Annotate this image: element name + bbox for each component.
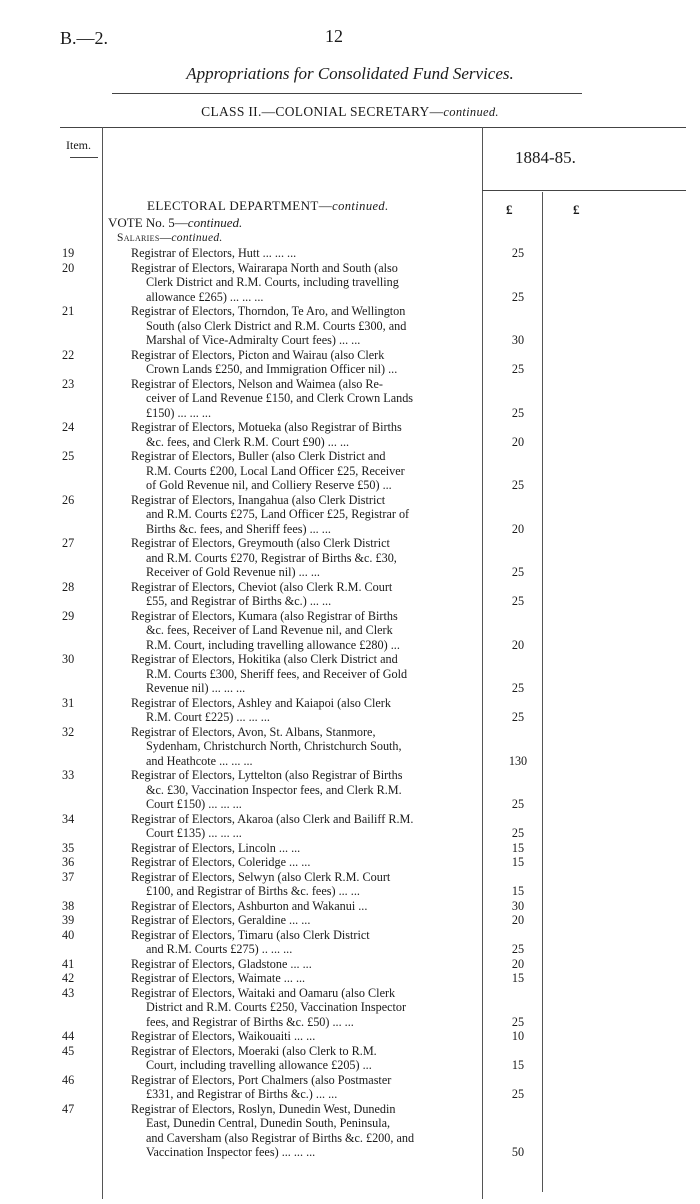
entry-row	[0, 449, 700, 493]
entry-description-line: South (also Clerk District and R.M. Courts £300, and	[146, 318, 407, 333]
entry-item-number: 24	[62, 420, 75, 434]
salaries-text: Salaries—	[117, 232, 172, 244]
vote-text: VOTE No. 5—	[108, 215, 188, 230]
entry-row	[0, 696, 700, 725]
entry-description-line: and R.M. Courts £270, Registrar of Births &c. £30,	[146, 550, 397, 565]
entry-amount: 30	[511, 898, 525, 913]
entry-amount: 25	[511, 289, 525, 304]
entry-description-line: Registrar of Electors, Thorndon, Te Aro, and Wellington	[131, 304, 406, 318]
entry-amount: 15	[511, 971, 525, 985]
section-title	[147, 198, 389, 214]
entry-description-line: Registrar of Electors, Coleridge ... ...	[131, 855, 311, 869]
entry-description-line: Registrar of Electors, Akaroa (also Clerk and Bailiff R.M.	[131, 811, 414, 826]
entry-amount: 15	[511, 855, 525, 869]
entry-description-line: Crown Lands £250, and Immigration Officer nil) ...	[146, 362, 398, 376]
entry-description-line: Registrar of Electors, Avon, St. Albans, Stanmore,	[131, 724, 376, 739]
vote-heading	[108, 215, 242, 231]
entry-description-line: Vaccination Inspector fees) ... ... ...	[146, 1145, 316, 1159]
entry-description-line: R.M. Courts £200, Local Land Officer £25, Receiver	[146, 463, 405, 478]
entry-description	[131, 899, 476, 914]
entry-description	[131, 304, 476, 348]
entry-description-line: R.M. Court £225) ... ... ...	[146, 710, 270, 724]
entry-amount: 20	[511, 956, 525, 971]
entry-description-line: Registrar of Electors, Ashburton and Wakanui ...	[131, 898, 368, 913]
page-subtitle: Appropriations for Consolidated Fund Services.	[186, 64, 514, 83]
entry-description-line: Registrar of Electors, Kumara (also Registrar of Births	[131, 608, 398, 623]
entry-row	[0, 812, 700, 841]
entry-description-line: Registrar of Electors, Moeraki (also Clerk to R.M.	[131, 1043, 377, 1058]
entry-description	[131, 246, 476, 261]
section-title-suffix: continued.	[332, 199, 389, 213]
entry-amount: 20	[511, 637, 525, 652]
entry-item-number: 25	[62, 449, 75, 463]
entry-amount: 25	[511, 594, 525, 608]
entry-item-number: 38	[62, 898, 75, 913]
entry-description-line: Registrar of Electors, Roslyn, Dunedin West, Dunedin	[131, 1101, 396, 1116]
entry-amount: 25	[511, 942, 525, 956]
entry-description	[131, 493, 476, 537]
entry-description-line: Registrar of Electors, Cheviot (also Clerk R.M. Court	[131, 579, 393, 594]
class-heading-suffix: continued.	[443, 105, 499, 119]
entry-description-line: Sydenham, Christchurch North, Christchurch South,	[146, 739, 402, 753]
entry-row	[0, 377, 700, 421]
entry-description-line: East, Dunedin Central, Dunedin South, Peninsula,	[146, 1116, 391, 1130]
entry-description	[131, 377, 476, 421]
entry-description-line: £100, and Registrar of Births &c. fees) ... ...	[146, 884, 360, 898]
entry-amount: 10	[511, 1029, 525, 1043]
entry-description	[131, 449, 476, 493]
entry-description	[131, 580, 476, 609]
entry-description-line: Registrar of Electors, Inangahua (also Clerk District	[131, 492, 386, 507]
item-column-header: Item.	[66, 138, 91, 152]
entry-item-number: 26	[62, 492, 75, 507]
entry-amount: 30	[511, 333, 525, 347]
entry-row	[0, 899, 700, 914]
entry-description-line: Registrar of Electors, Ashley and Kaiapoi (also Clerk	[131, 695, 391, 710]
entry-row	[0, 1044, 700, 1073]
section-title-text: ELECTORAL DEPARTMENT—	[147, 198, 333, 213]
entry-amount: 20	[511, 521, 525, 536]
entry-description	[131, 986, 476, 1030]
entry-description	[131, 957, 476, 972]
entry-description-line: £55, and Registrar of Births &c.) ... ...	[146, 594, 332, 608]
entry-row	[0, 261, 700, 305]
entry-description	[131, 261, 476, 305]
currency-header-2: £	[573, 202, 580, 217]
entry-amount: 25	[511, 826, 525, 840]
entry-description-line: Receiver of Gold Revenue nil) ... ...	[146, 565, 320, 579]
entry-amount: 15	[511, 1058, 525, 1072]
entry-description-line: Revenue nil) ... ... ...	[146, 681, 246, 695]
entry-description-line: District and R.M. Courts £250, Vaccination Inspector	[146, 1000, 407, 1014]
entry-amount: 50	[511, 1145, 525, 1159]
entry-description	[131, 609, 476, 653]
entry-amount: 20	[511, 913, 525, 927]
entry-description	[131, 768, 476, 812]
entry-description-line: and R.M. Courts £275) .. ... ...	[146, 942, 293, 956]
entry-amount: 25	[511, 1014, 525, 1029]
entry-amount: 25	[511, 565, 525, 579]
entry-item-number: 40	[62, 927, 75, 942]
entry-description-line: R.M. Court, including travelling allowance £280) ...	[146, 637, 400, 652]
entry-description-line: Registrar of Electors, Waikouaiti ... ...	[131, 1029, 316, 1043]
entry-description	[131, 348, 476, 377]
entry-description-line: ceiver of Land Revenue £150, and Clerk Crown Lands	[146, 391, 414, 405]
entry-description-line: Registrar of Electors, Wairarapa North and South (also	[131, 260, 398, 275]
salaries-suffix: continued.	[171, 232, 223, 244]
entry-row	[0, 913, 700, 928]
entry-description-line: of Gold Revenue nil, and Colliery Reserve £50) ...	[146, 478, 392, 492]
entry-item-number: 23	[62, 376, 75, 391]
table-top-rule	[60, 127, 686, 128]
entries-table	[0, 246, 700, 1160]
entry-row	[0, 348, 700, 377]
entry-amount: 25	[511, 797, 525, 811]
entry-description	[131, 420, 476, 449]
entry-row	[0, 725, 700, 769]
entry-description	[131, 725, 476, 769]
entry-item-number: 42	[62, 971, 75, 985]
entry-item-number: 29	[62, 608, 75, 623]
class-heading-text: CLASS II.—COLONIAL SECRETARY—	[201, 104, 444, 119]
entry-row	[0, 986, 700, 1030]
entry-row	[0, 1073, 700, 1102]
entry-row	[0, 420, 700, 449]
entry-description-line: Registrar of Electors, Buller (also Clerk District and	[131, 449, 386, 463]
entry-row	[0, 609, 700, 653]
entry-item-number: 36	[62, 855, 75, 869]
entry-description	[131, 1044, 476, 1073]
entry-amount: 130	[508, 753, 528, 768]
entry-description-line: Registrar of Electors, Selwyn (also Clerk R.M. Court	[131, 869, 391, 884]
entry-description	[131, 913, 476, 928]
document-code: B.—2.	[60, 28, 109, 48]
entry-amount: 25	[511, 681, 525, 695]
entry-item-number: 32	[62, 724, 75, 739]
entry-item-number: 20	[62, 260, 75, 275]
entry-item-number: 45	[62, 1043, 75, 1058]
entry-item-number: 30	[62, 652, 75, 666]
entry-description	[131, 536, 476, 580]
entry-amount: 25	[511, 362, 525, 376]
page-number: 12	[325, 26, 343, 46]
entry-description-line: Registrar of Electors, Motueka (also Registrar of Births	[131, 420, 402, 434]
entry-amount: 25	[511, 246, 525, 260]
entry-description-line: Clerk District and R.M. Courts, including travelling	[146, 275, 399, 289]
entry-description-line: Registrar of Electors, Hutt ... ... ...	[131, 246, 297, 260]
entry-description-line: Marshal of Vice-Admiralty Court fees) ... ...	[146, 333, 361, 347]
entry-description	[131, 812, 476, 841]
entry-description-line: Registrar of Electors, Waitaki and Oamaru (also Clerk	[131, 985, 396, 1000]
entry-amount: 15	[511, 884, 525, 898]
header-rule	[112, 93, 582, 94]
class-heading	[0, 104, 700, 120]
entry-description-line: Births &c. fees, and Sheriff fees) ... ...	[146, 521, 331, 536]
entry-description-line: Registrar of Electors, Waimate ... ...	[131, 971, 306, 985]
entry-description-line: Registrar of Electors, Hokitika (also Clerk District and	[131, 652, 398, 666]
entry-description	[131, 1029, 476, 1044]
entry-row	[0, 580, 700, 609]
entry-description-line: and Caversham (also Registrar of Births &c. £200, and	[146, 1130, 415, 1145]
entry-item-number: 22	[62, 347, 75, 362]
entry-item-number: 39	[62, 913, 75, 927]
entry-item-number: 34	[62, 811, 75, 826]
entry-item-number: 31	[62, 695, 75, 710]
entry-description	[131, 1102, 476, 1160]
year-header: 1884-85.	[515, 148, 576, 167]
entry-description-line: &c. fees, Receiver of Land Revenue nil, and Clerk	[146, 623, 393, 637]
entry-description-line: and R.M. Courts £275, Land Officer £25, Registrar of	[146, 507, 410, 521]
entry-amount: 25	[511, 1087, 525, 1101]
entry-row	[0, 768, 700, 812]
entry-description-line: allowance £265) ... ... ...	[146, 289, 264, 304]
entry-amount: 20	[511, 434, 525, 449]
entry-description-line: Registrar of Electors, Timaru (also Clerk District	[131, 927, 370, 942]
entry-row	[0, 1102, 700, 1160]
entry-row	[0, 536, 700, 580]
entry-item-number: 27	[62, 536, 75, 550]
entry-row	[0, 1029, 700, 1044]
entry-row	[0, 246, 700, 261]
entry-item-number: 35	[62, 840, 75, 855]
entry-description-line: Registrar of Electors, Port Chalmers (also Postmaster	[131, 1072, 392, 1087]
entry-description	[131, 1073, 476, 1102]
entry-description	[131, 971, 476, 986]
entry-row	[0, 957, 700, 972]
entry-description-line: £150) ... ... ...	[146, 405, 211, 420]
entry-description-line: Registrar of Electors, Lincoln ... ...	[131, 840, 301, 855]
entry-description-line: Court £150) ... ... ...	[146, 797, 242, 811]
entry-row	[0, 652, 700, 696]
entry-amount: 25	[511, 405, 525, 420]
entry-description-line: &c. fees, and Clerk R.M. Court £90) ... ...	[146, 434, 350, 449]
entry-item-number: 21	[62, 304, 75, 318]
entry-description-line: &c. £30, Vaccination Inspector fees, and Clerk R.M.	[146, 782, 402, 797]
entry-item-number: 37	[62, 869, 75, 884]
entry-description	[131, 696, 476, 725]
entry-row	[0, 855, 700, 870]
entry-description-line: Registrar of Electors, Geraldine ... ...	[131, 913, 311, 927]
entry-item-number: 46	[62, 1072, 75, 1087]
entry-amount: 25	[511, 710, 525, 724]
year-rule	[482, 190, 686, 191]
entry-amount: 15	[511, 840, 525, 855]
salaries-heading	[117, 232, 223, 244]
currency-header-1: £	[506, 202, 513, 217]
entry-description-line: Court, including travelling allowance £205) ...	[146, 1058, 372, 1072]
entry-row	[0, 841, 700, 856]
entry-description-line: and Heathcote ... ... ...	[146, 753, 253, 768]
vote-suffix: continued.	[187, 215, 243, 230]
entry-row	[0, 493, 700, 537]
entry-amount: 25	[511, 478, 525, 492]
entry-item-number: 44	[62, 1029, 75, 1043]
entry-item-number: 28	[62, 579, 75, 594]
entry-description-line: Registrar of Electors, Picton and Wairau (also Clerk	[131, 347, 385, 362]
entry-description	[131, 928, 476, 957]
entry-item-number: 19	[62, 246, 75, 260]
entry-item-number: 43	[62, 985, 75, 1000]
entry-description-line: fees, and Registrar of Births &c. £50) ... ...	[146, 1014, 354, 1029]
entry-description-line: Court £135) ... ... ...	[146, 826, 242, 840]
entry-row	[0, 928, 700, 957]
entry-description	[131, 870, 476, 899]
entry-description-line: Registrar of Electors, Lyttelton (also Registrar of Births	[131, 768, 403, 782]
entry-description-line: Registrar of Electors, Nelson and Waimea (also Re-	[131, 376, 383, 391]
entry-description-line: Registrar of Electors, Gladstone ... ...	[131, 956, 312, 971]
entry-row	[0, 304, 700, 348]
entry-item-number: 41	[62, 956, 75, 971]
entry-description	[131, 652, 476, 696]
entry-item-number: 33	[62, 768, 75, 782]
entry-row	[0, 870, 700, 899]
entry-description	[131, 841, 476, 856]
entry-item-number: 47	[62, 1101, 75, 1116]
item-header-rule	[70, 157, 98, 158]
entry-description	[131, 855, 476, 870]
entry-row	[0, 971, 700, 986]
entry-description-line: Registrar of Electors, Greymouth (also Clerk District	[131, 536, 390, 550]
entry-description-line: R.M. Courts £300, Sheriff fees, and Receiver of Gold	[146, 666, 408, 681]
entry-description-line: £331, and Registrar of Births &c.) ... ...	[146, 1087, 338, 1101]
